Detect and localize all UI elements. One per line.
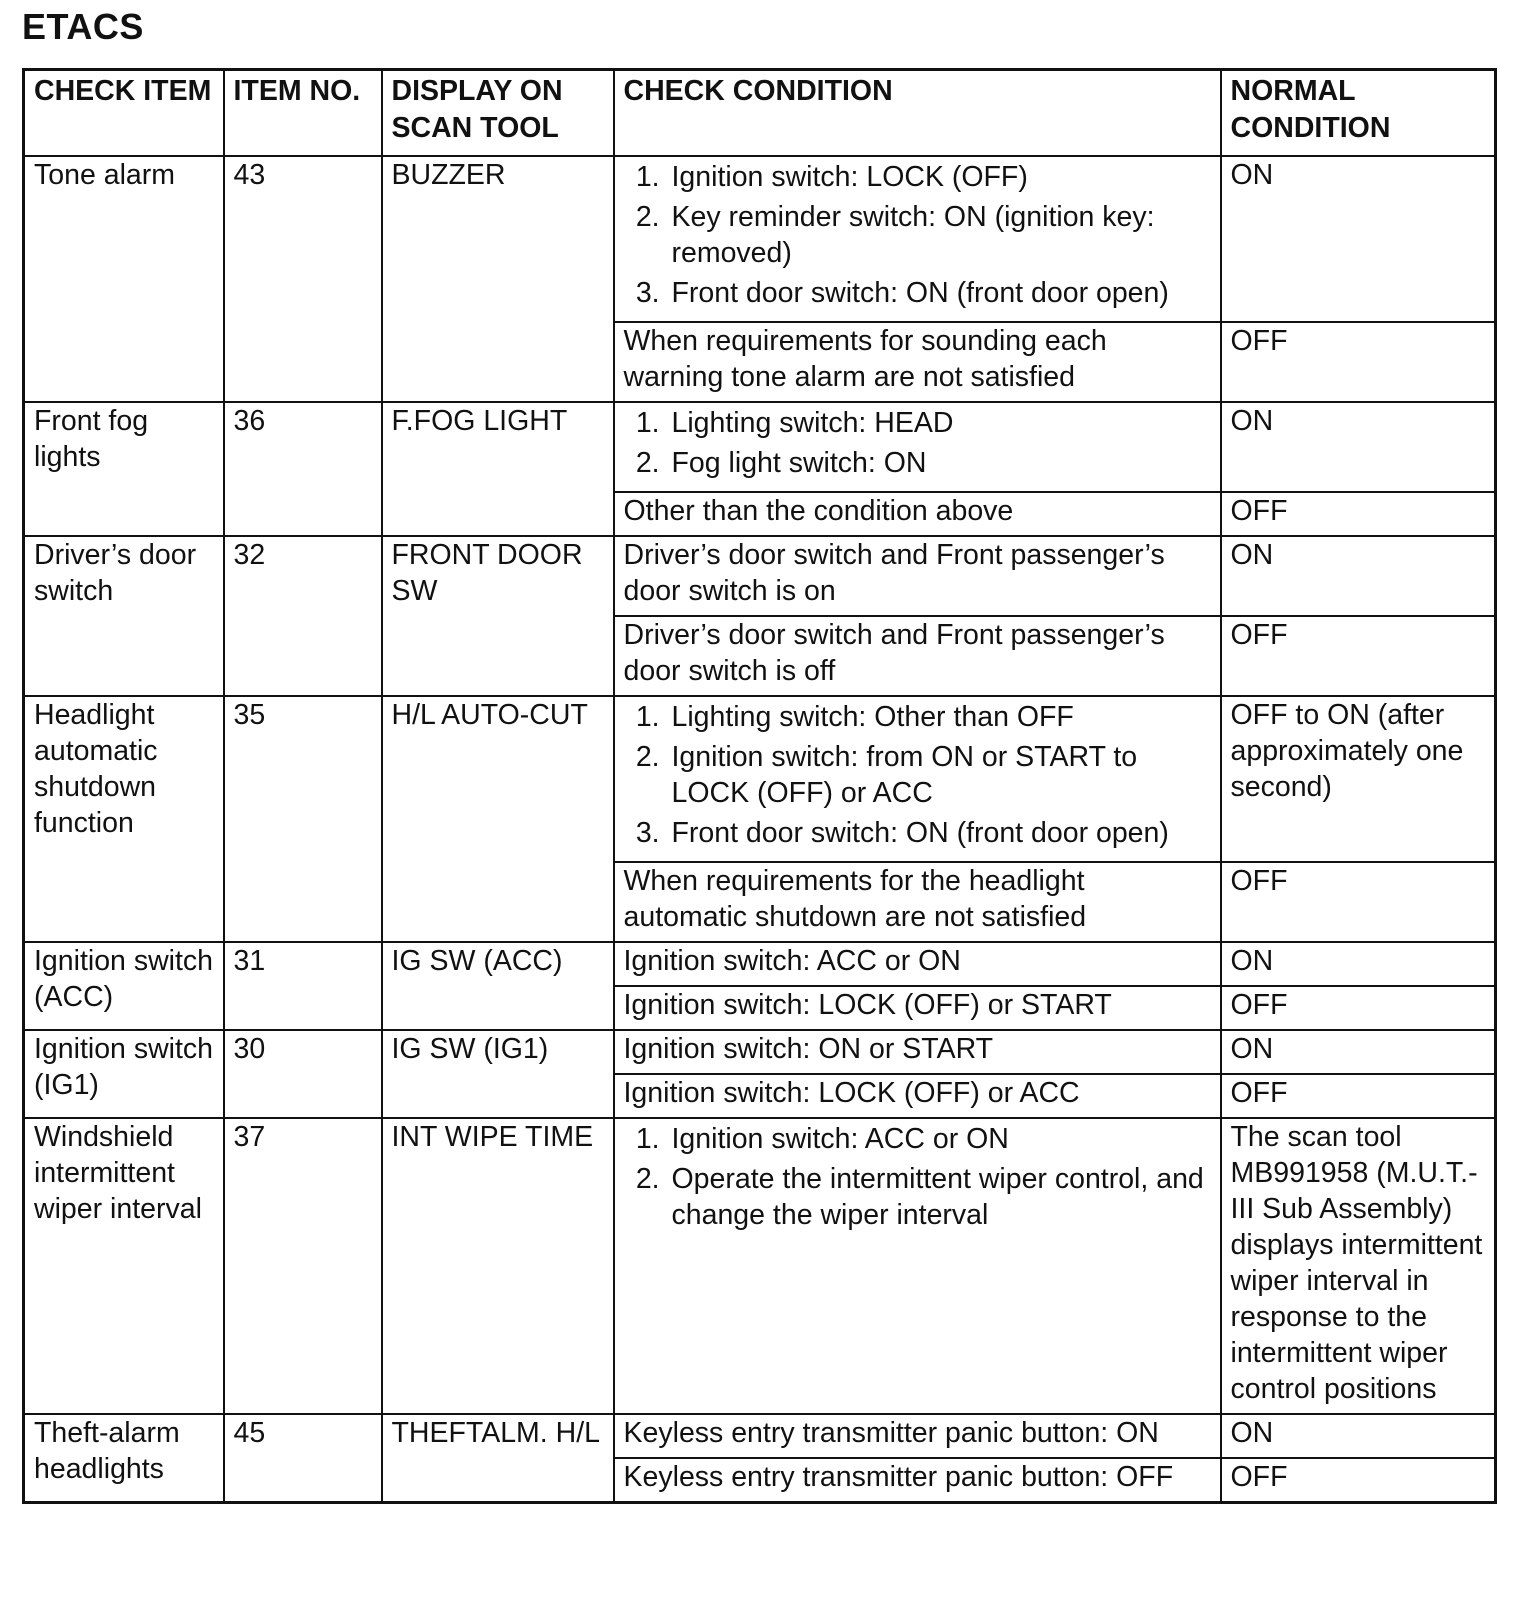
condition-step: 1. Lighting switch: HEAD [668, 405, 1212, 441]
page-title: ETACS [22, 6, 144, 47]
check-condition-cell [614, 1118, 1221, 1414]
normal-condition-cell: ON [1221, 942, 1496, 986]
check-item-cell: Headlight automatic shutdown function [24, 696, 224, 942]
item-no-cell: 36 [224, 402, 382, 536]
check-item-cell: Front fog lights [24, 402, 224, 536]
condition-text: Keyless entry transmitter panic button: OFF [623, 1461, 1174, 1493]
header-normal-condition: NORMAL CONDITION [1221, 70, 1496, 157]
condition-text: Other than the condition above [623, 495, 1014, 527]
condition-step: 3. Front door switch: ON (front door open) [668, 275, 1212, 311]
condition-text: Ignition switch: ON or START [623, 1033, 994, 1065]
normal-condition-cell: OFF [1221, 616, 1496, 696]
condition-text: When requirements for the headlight automatic shutdown are not satisfied [623, 865, 1087, 933]
condition-step: 1. Ignition switch: ACC or ON [668, 1121, 1212, 1157]
check-condition-cell [614, 862, 1221, 942]
display-cell: H/L AUTO-CUT [382, 696, 614, 942]
condition-step: 2. Ignition switch: from ON or START to LOCK (OFF) or ACC [668, 739, 1212, 811]
etacs-table [22, 68, 1497, 1504]
check-condition-cell [614, 942, 1221, 986]
check-condition-cell [614, 322, 1221, 402]
display-cell: INT WIPE TIME [382, 1118, 614, 1414]
normal-condition-cell: OFF to ON (after approximately one second) [1221, 696, 1496, 862]
check-condition-cell [614, 1030, 1221, 1074]
normal-condition-cell: ON [1221, 1414, 1496, 1458]
normal-condition-cell: OFF [1221, 862, 1496, 942]
check-item-cell: Theft-alarm headlights [24, 1414, 224, 1503]
check-item-cell: Ignition switch (ACC) [24, 942, 224, 1030]
normal-condition-cell: OFF [1221, 322, 1496, 402]
item-no-cell: 31 [224, 942, 382, 1030]
display-cell: IG SW (IG1) [382, 1030, 614, 1118]
header-display: DISPLAY ON SCAN TOOL [382, 70, 614, 157]
check-condition-cell [614, 1074, 1221, 1118]
normal-condition-cell: OFF [1221, 1458, 1496, 1503]
condition-text: Ignition switch: ACC or ON [623, 945, 961, 977]
condition-steps-list [624, 699, 1212, 851]
condition-step: 1. Ignition switch: LOCK (OFF) [668, 159, 1212, 195]
condition-text: Ignition switch: LOCK (OFF) or START [623, 989, 1112, 1021]
table-row [24, 1030, 1496, 1074]
table-row [24, 942, 1496, 986]
item-no-cell: 37 [224, 1118, 382, 1414]
header-row [24, 70, 1496, 157]
condition-step: 2. Operate the intermittent wiper control, and change the wiper interval [668, 1161, 1212, 1233]
normal-condition-cell: ON [1221, 402, 1496, 492]
condition-text: Driver’s door switch and Front passenger’s door switch is off [623, 619, 1165, 687]
normal-condition-cell: The scan tool MB991958 (M.U.T.-III Sub Assembly) displays intermittent wiper interval in response to the intermittent wiper control positions [1221, 1118, 1496, 1414]
table-row [24, 536, 1496, 616]
condition-text: Ignition switch: LOCK (OFF) or ACC [623, 1077, 1080, 1109]
condition-steps-list [624, 1121, 1212, 1233]
normal-condition-cell: OFF [1221, 492, 1496, 536]
header-check-item: CHECK ITEM [24, 70, 224, 157]
table-row [24, 402, 1496, 492]
check-item-cell: Driver’s door switch [24, 536, 224, 696]
condition-text: When requirements for sounding each warning tone alarm are not satisfied [623, 325, 1107, 393]
normal-condition-cell: ON [1221, 1030, 1496, 1074]
condition-step: 2. Key reminder switch: ON (ignition key: removed) [668, 199, 1212, 271]
item-no-cell: 32 [224, 536, 382, 696]
item-no-cell: 45 [224, 1414, 382, 1503]
condition-steps-list [624, 405, 1212, 481]
condition-step: 1. Lighting switch: Other than OFF [668, 699, 1212, 735]
header-item-no: ITEM NO. [224, 70, 382, 157]
table-body [24, 156, 1496, 1503]
header-check-condition: CHECK CONDITION [614, 70, 1221, 157]
table-row [24, 1414, 1496, 1458]
display-cell: IG SW (ACC) [382, 942, 614, 1030]
item-no-cell: 43 [224, 156, 382, 402]
check-condition-cell [614, 156, 1221, 322]
check-condition-cell [614, 402, 1221, 492]
check-condition-cell [614, 616, 1221, 696]
check-condition-cell [614, 696, 1221, 862]
normal-condition-cell: ON [1221, 536, 1496, 616]
condition-text: Driver’s door switch and Front passenger’s door switch is on [623, 539, 1165, 607]
table-row [24, 696, 1496, 862]
display-cell: THEFTALM. H/L [382, 1414, 614, 1503]
display-cell: FRONT DOOR SW [382, 536, 614, 696]
check-condition-cell [614, 536, 1221, 616]
condition-step: 3. Front door switch: ON (front door open) [668, 815, 1212, 851]
check-condition-cell [614, 492, 1221, 536]
normal-condition-cell: OFF [1221, 986, 1496, 1030]
table-row [24, 156, 1496, 322]
normal-condition-cell: ON [1221, 156, 1496, 322]
condition-step: 2. Fog light switch: ON [668, 445, 1212, 481]
check-condition-cell [614, 986, 1221, 1030]
table-row [24, 1118, 1496, 1414]
check-item-cell: Windshield intermittent wiper interval [24, 1118, 224, 1414]
display-cell: BUZZER [382, 156, 614, 402]
check-condition-cell [614, 1458, 1221, 1503]
check-item-cell: Ignition switch (IG1) [24, 1030, 224, 1118]
display-cell: F.FOG LIGHT [382, 402, 614, 536]
item-no-cell: 35 [224, 696, 382, 942]
condition-steps-list [624, 159, 1212, 311]
condition-text: Keyless entry transmitter panic button: ON [623, 1417, 1159, 1449]
normal-condition-cell: OFF [1221, 1074, 1496, 1118]
check-condition-cell [614, 1414, 1221, 1458]
check-item-cell: Tone alarm [24, 156, 224, 402]
item-no-cell: 30 [224, 1030, 382, 1118]
